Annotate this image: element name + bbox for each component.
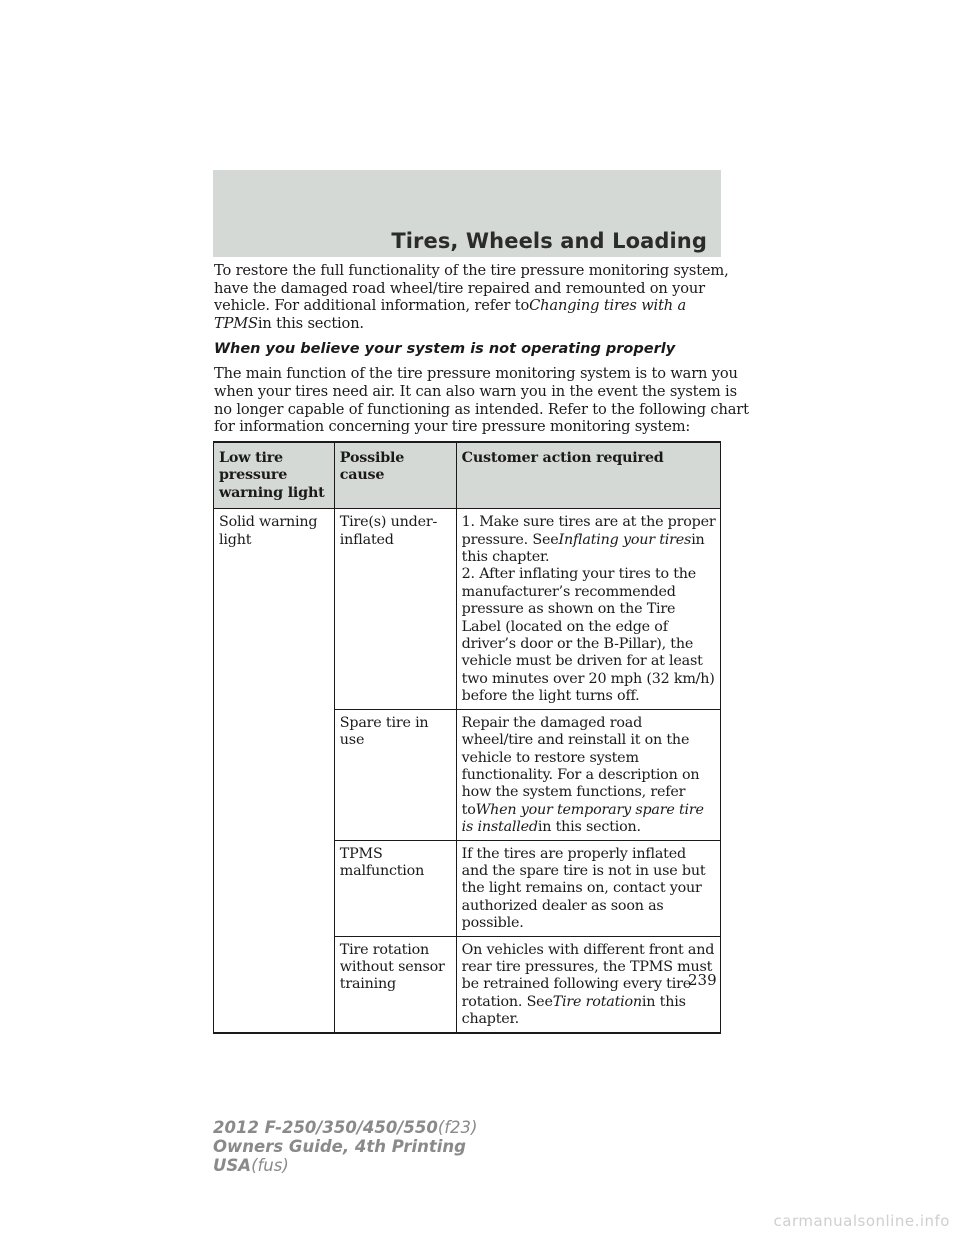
action-text: Repair the damaged road wheel/tire and reinstall it on the vehicle to restore system functionality. For a description on how the system functions, refer to: [461, 714, 700, 818]
table-row: [214, 509, 721, 709]
cause-cell: Tire rotation without sensor training: [334, 936, 456, 1033]
cause-cell: Spare tire in use: [334, 709, 456, 840]
table-header-row: [214, 442, 721, 509]
crossref-tire-rotation: Tire rotation: [552, 993, 642, 1010]
crossref-spare-tire: When your temporary spare tire is installed: [461, 801, 704, 836]
section-title: Tires, Wheels and Loading: [391, 229, 707, 253]
footer-market: USA: [213, 1156, 252, 1175]
subheading: When you believe your system is not operating properly: [214, 341, 676, 358]
para-line-1: The main function of the tire pressure monitoring system is to warn you: [214, 365, 738, 383]
footer-model: 2012 F-250/350/450/550: [213, 1118, 438, 1137]
col-header-warning-light: Low tire pressure warning light: [214, 442, 335, 509]
action-text: On vehicles with different front and rear tire pressures, the TPMS must be retrained following every tire rotation. See: [461, 941, 715, 1010]
action-text: 2. After inflating your tires to the manufacturer’s recommended pressure as shown on the Tire Label (located on the edge of driver’s door or the B-Pillar), the vehicle must be driven for at least two minutes over 20 mph (32 km/h) before the light turns off.: [461, 566, 715, 705]
intro-line-1: To restore the full functionality of the tire pressure monitoring system,: [214, 262, 729, 279]
para-line-4: for information concerning your tire pressure monitoring system:: [214, 418, 691, 436]
col-header-possible-cause: Possible cause: [334, 442, 456, 509]
intro-crossref-changing-tires: Changing tires with a: [529, 297, 687, 315]
action-text: 1. Make sure tires are at the proper pressure. See: [461, 514, 716, 548]
footer-model-code: (f23): [437, 1118, 478, 1137]
cause-cell: Tire(s) under-inflated: [334, 509, 456, 709]
footer-market-code: (fus): [251, 1156, 289, 1175]
para-line-3: no longer capable of functioning as intended. Refer to the following chart: [214, 400, 749, 418]
tpms-troubleshooting-table: [213, 441, 721, 1034]
crossref-inflating-tires: Inflating your tires: [558, 531, 692, 548]
function-paragraph: [214, 365, 749, 436]
action-cell: [456, 936, 720, 1033]
section-header-band: [213, 170, 721, 257]
col-header-action: Customer action required: [456, 442, 720, 509]
action-text: in this chapter.: [461, 993, 686, 1028]
cause-cell: TPMS malfunction: [334, 840, 456, 936]
para-line-2: when your tires need air. It can also warn you in the event the system is: [214, 382, 737, 400]
intro-line-2: have the damaged road wheel/tire repaired and remounted on your: [214, 279, 705, 297]
site-watermark: carmanualsonline.info: [773, 1212, 950, 1230]
warning-light-cell: Solid warning light: [214, 509, 335, 1033]
intro-paragraph: [214, 262, 729, 332]
action-text: in this chapter.: [461, 531, 705, 566]
page-content: [214, 262, 749, 444]
page-number: 239: [688, 971, 717, 989]
action-cell: If the tires are properly inflated and the spare tire is not in use but the light remains on, contact your authorized dealer as soon as possible.: [456, 840, 720, 936]
footer-printing: Owners Guide, 4th Printing: [213, 1137, 466, 1156]
action-cell: [456, 709, 720, 840]
intro-line-3: vehicle. For additional information, refer to: [214, 297, 530, 315]
intro-crossref-tpms: TPMS: [214, 314, 258, 332]
intro-line-4: in this section.: [257, 314, 364, 332]
action-cell: [456, 509, 720, 709]
footer-edition-info: [213, 1118, 478, 1175]
action-text: in this section.: [537, 819, 641, 836]
